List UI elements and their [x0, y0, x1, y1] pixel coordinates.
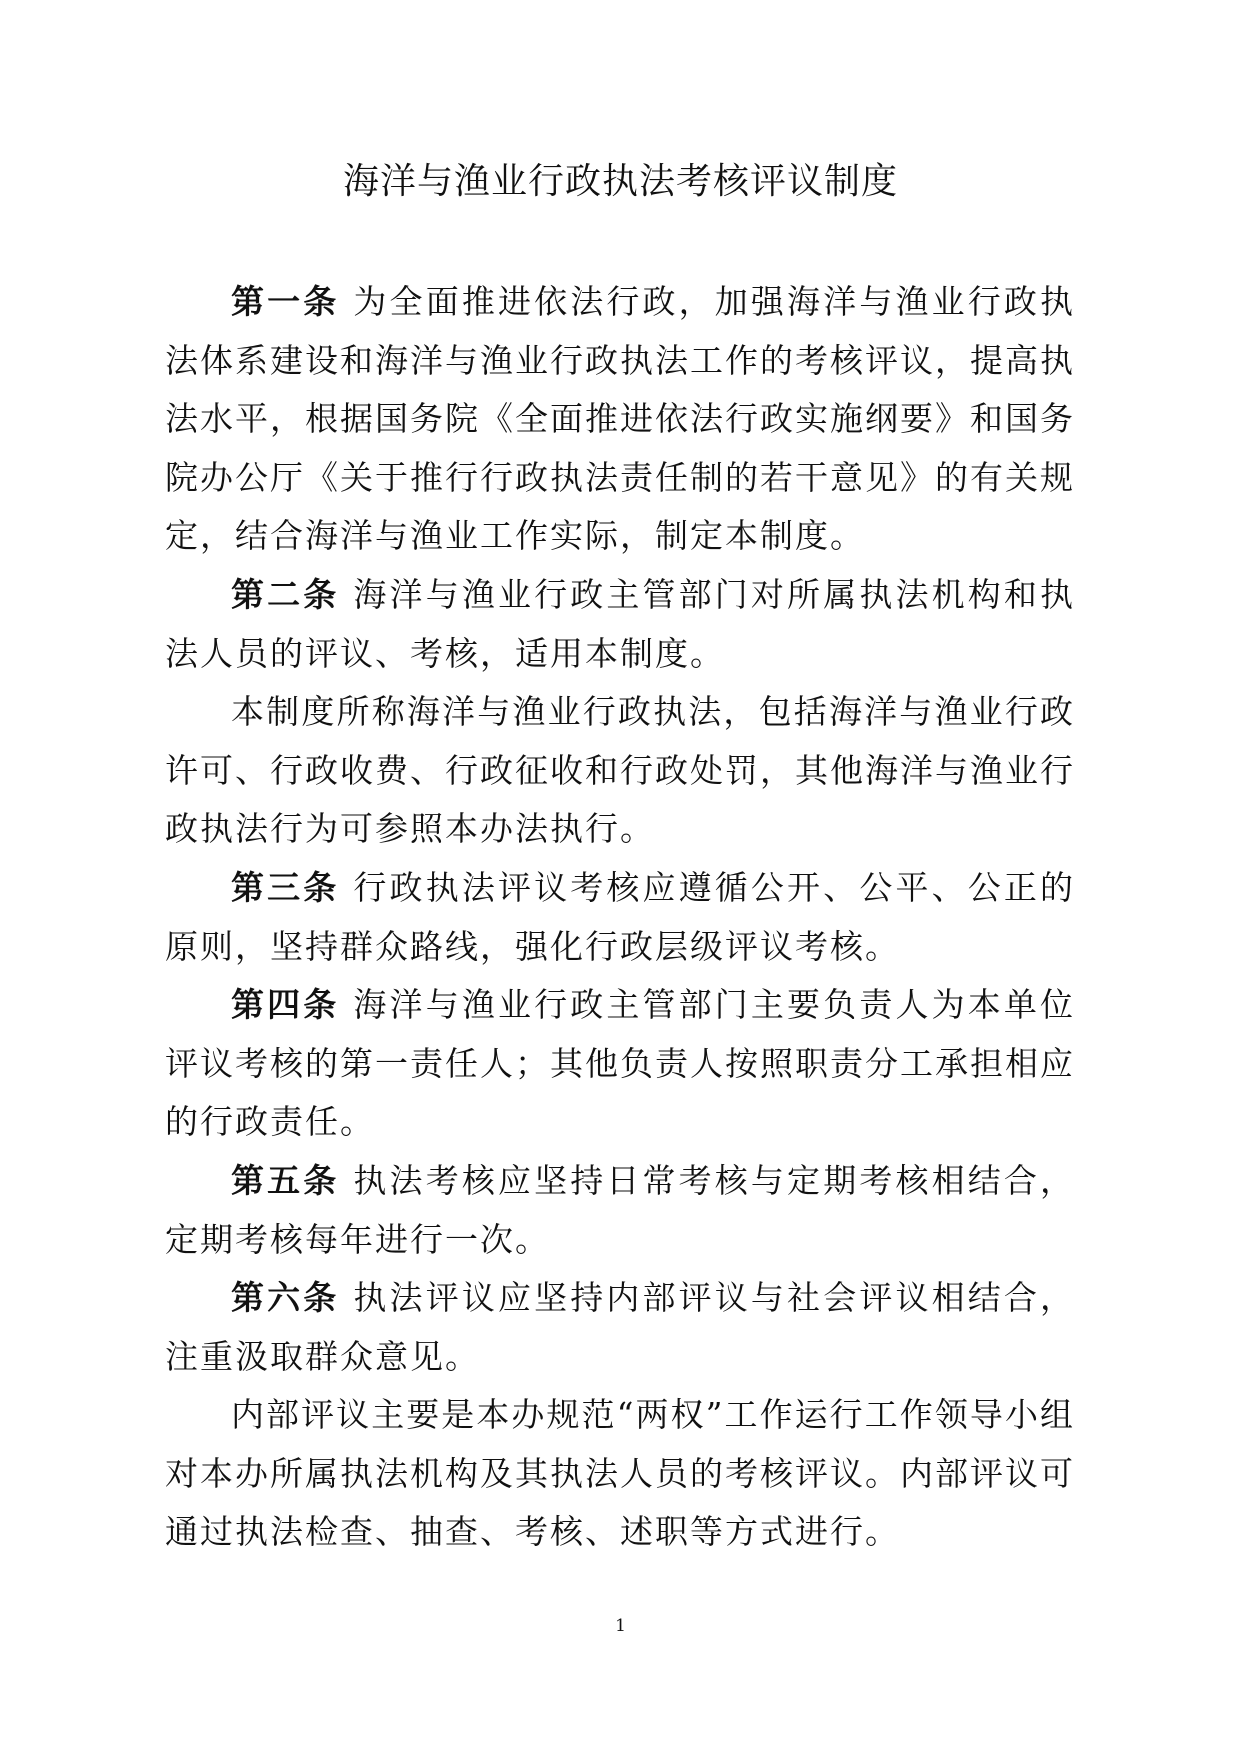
article-label: 第三条 — [231, 867, 340, 907]
paragraph-article-5 — [165, 1152, 1075, 1269]
document-body — [165, 273, 1075, 1562]
paragraph-article-6-continued — [165, 1386, 1075, 1562]
paragraph-article-4 — [165, 976, 1075, 1152]
article-label: 第四条 — [231, 985, 340, 1025]
article-text: 执法评议应坚持内部评议与社会评议相结合，注重汲取群众意见。 — [165, 1278, 1076, 1376]
article-text: 本制度所称海洋与渔业行政执法，包括海洋与渔业行政许可、行政收费、行政征收和行政处罚，其他海洋与渔业行政执法行为可参照本办法执行。 — [165, 692, 1075, 849]
document-title: 海洋与渔业行政执法考核评议制度 — [342, 161, 898, 202]
article-label: 第二条 — [231, 574, 340, 614]
page-number: 1 — [615, 1616, 626, 1636]
article-text: 海洋与渔业行政主管部门主要负责人为本单位评议考核的第一责任人；其他负责人按照职责分工承担相应的行政责任。 — [165, 985, 1076, 1142]
paragraph-article-6 — [165, 1269, 1075, 1386]
article-text: 行政执法评议考核应遵循公开、公平、公正的原则，坚持群众路线，强化行政层级评议考核。 — [165, 867, 1076, 966]
paragraph-article-2-continued — [165, 683, 1075, 859]
paragraph-article-2 — [165, 566, 1075, 683]
article-text: 为全面推进依法行政，加强海洋与渔业行政执法体系建设和海洋与渔业行政执法工作的考核评议，提高执法水平，根据国务院《全面推进依法行政实施纲要》和国务院办公厅《关于推行行政执法责任制的若干意见》的有关规定，结合海洋与渔业工作实际，制定本制度。 — [165, 282, 1076, 556]
article-label: 第五条 — [231, 1160, 340, 1200]
article-label: 第六条 — [231, 1278, 340, 1318]
paragraph-article-3 — [165, 859, 1075, 976]
article-text: 海洋与渔业行政主管部门对所属执法机构和执法人员的评议、考核，适用本制度。 — [165, 574, 1076, 673]
article-text: 内部评议主要是本办规范“两权”工作运行工作领导小组对本办所属执法机构及其执法人员的考核评议。内部评议可通过执法检查、抽查、考核、述职等方式进行。 — [165, 1395, 1075, 1552]
paragraph-article-1 — [165, 273, 1075, 566]
article-text: 执法考核应坚持日常考核与定期考核相结合，定期考核每年进行一次。 — [165, 1160, 1076, 1259]
article-label: 第一条 — [231, 282, 340, 321]
